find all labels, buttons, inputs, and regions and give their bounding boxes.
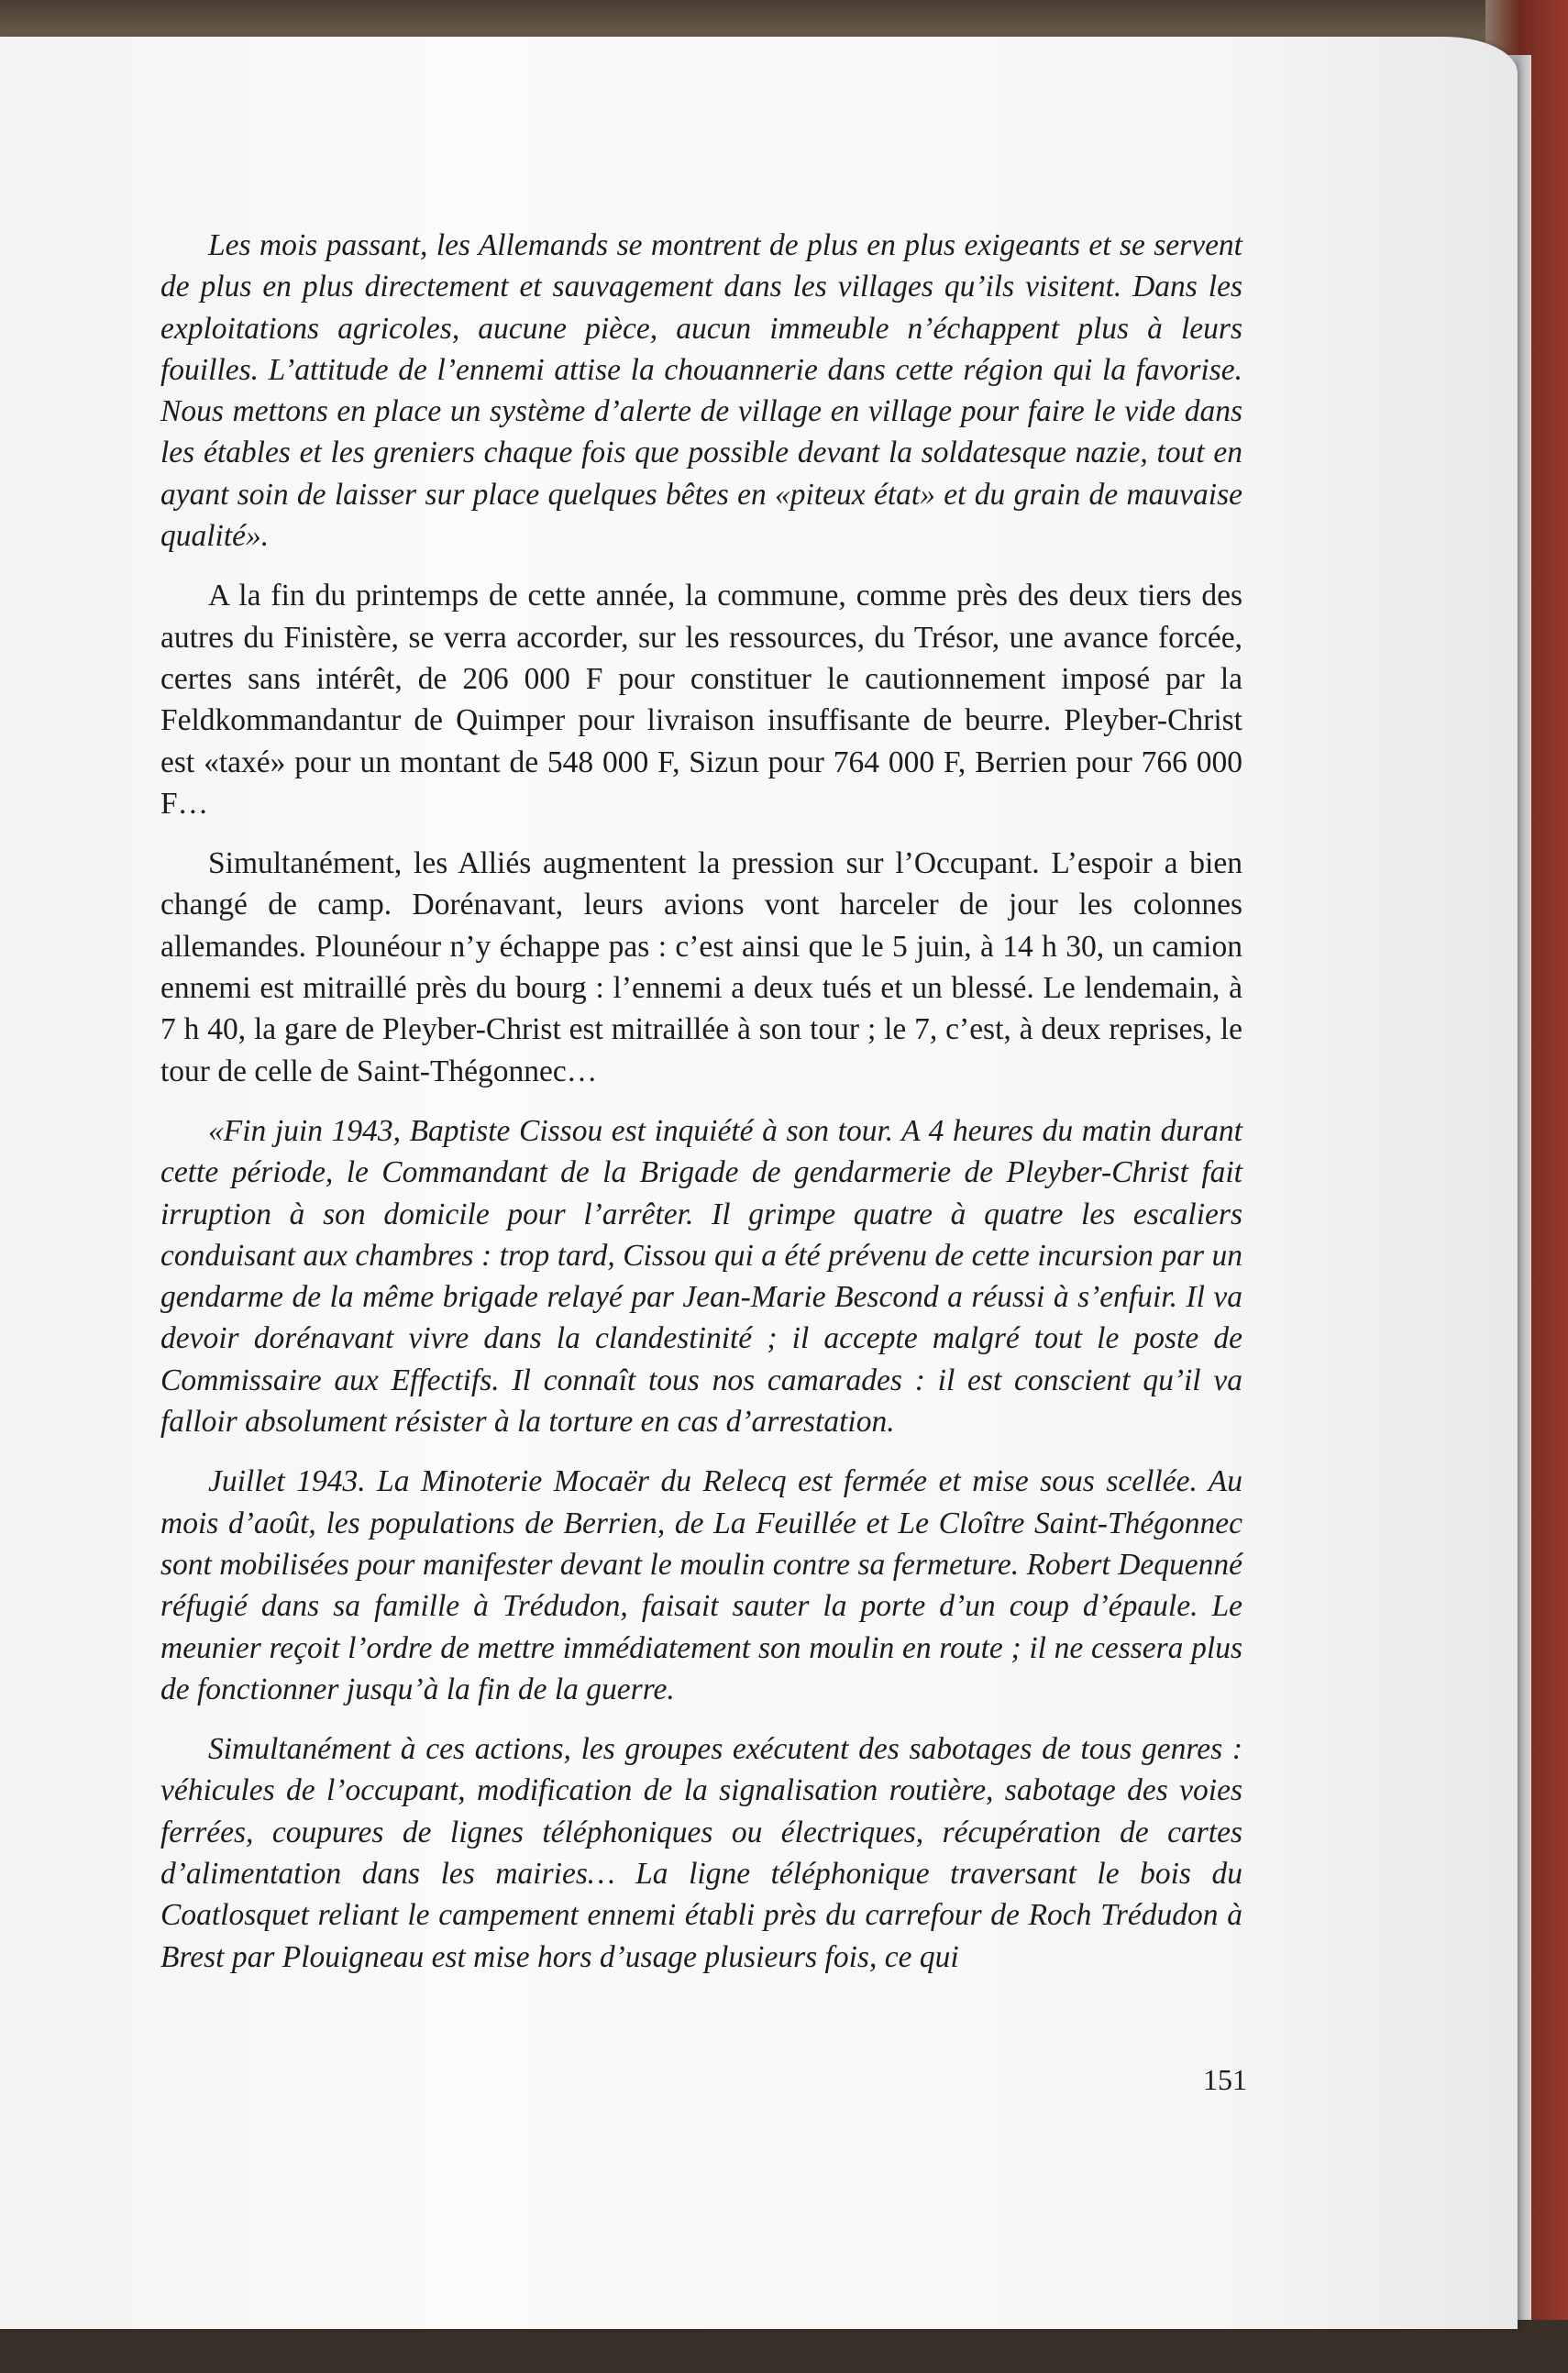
book-page	[0, 37, 1518, 2329]
body-text	[160, 225, 1242, 1996]
paragraph-5: Juillet 1943. La Minoterie Mocaër du Relecq est fermée et mise sous scellée. Au mois d’août, les populations de Berrien, de La Feuillée et Le Cloître Saint-Thégonnec sont mobilisées pour manifester devant le moulin contre sa fermeture. Robert Dequenné réfugié dans sa famille à Trédudon, faisait sauter la porte d’un coup d’épaule. Le meunier reçoit l’ordre de mettre immédiatement son moulin en route ; il ne cessera plus de fonctionner jusqu’à la fin de la guerre.	[160, 1464, 1242, 1706]
paragraph-2: A la fin du printemps de cette année, la commune, comme près des deux tiers des autres du Finistère, se verra accorder, sur les ressources, du Trésor, une avance forcée, certes sans intérêt, de 206 000 F pour constituer le cautionnement imposé par la Feldkommandantur de Quimper pour livraison insuffisante de beurre. Pleyber-Christ est «taxé» pour un montant de 548 000 F, Sizun pour 764 000 F, Berrien pour 766 000 F…	[160, 579, 1242, 821]
paragraph-1: Les mois passant, les Allemands se montrent de plus en plus exigeants et se servent de plus en plus directement et sauvagement dans les villages qu’ils visitent. Dans les exploitations agricoles, aucune pièce, aucun immeuble n’échappent plus à leurs fouilles. L’attitude de l’ennemi attise la chouannerie dans cette région qui la favorise. Nous mettons en place un système d’alerte de village en village pour faire le vide dans les étables et les greniers chaque fois que possible devant la soldatesque nazie, tout en ayant soin de laisser sur place quelques bêtes en «piteux état» et du grain de mauvaise qualité».	[160, 228, 1242, 554]
page-number: 151	[1203, 2063, 1247, 2096]
paragraph-3: Simultanément, les Alliés augmentent la pression sur l’Occupant. L’espoir a bien changé de camp. Dorénavant, leurs avions vont harceler de jour les colonnes allemandes. Plounéour n’y échappe pas : c’est ainsi que le 5 juin, à 14 h 30, un camion ennemi est mitraillé près du bourg : l’ennemi a deux tués et un blessé. Le lendemain, à 7 h 40, la gare de Pleyber-Christ est mitraillée à son tour ; le 7, c’est, à deux reprises, le tour de celle de Saint-Thégonnec…	[160, 846, 1242, 1088]
paragraph-6: Simultanément à ces actions, les groupes exécutent des sabotages de tous genres : véhicules de l’occupant, modification de la signalisation routière, sabotage des voies ferrées, coupures de lignes téléphoniques ou électriques, récupération de cartes d’alimentation dans les mairies… La ligne téléphonique traversant le bois du Coatlosquet reliant le campement ennemi établi près du carrefour de Roch Trédudon à Brest par Plouigneau est mise hors d’usage plusieurs fois, ce qui	[160, 1732, 1242, 1974]
paragraph-4: «Fin juin 1943, Baptiste Cissou est inquiété à son tour. A 4 heures du matin durant cette période, le Commandant de la Brigade de gendarmerie de Pleyber-Christ fait irruption à son domicile pour l’arrêter. Il grimpe quatre à quatre les escaliers conduisant aux chambres : trop tard, Cissou qui a été prévenu de cette incursion par un gendarme de la même brigade relayé par Jean-Marie Bescond a réussi à s’enfuir. Il va devoir dorénavant vivre dans la clandestinité ; il accepte malgré tout le poste de Commissaire aux Effectifs. Il connaît tous nos camarades : il est conscient qu’il va falloir absolument résister à la torture en cas d’arrestation.	[160, 1113, 1242, 1440]
